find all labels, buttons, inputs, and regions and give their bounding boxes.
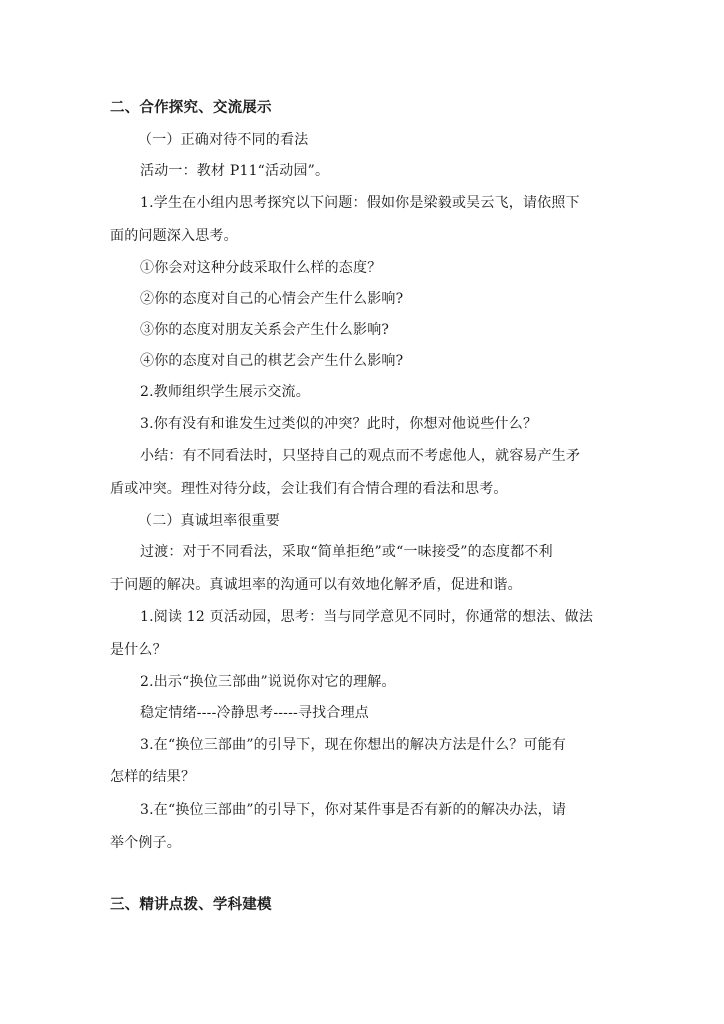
list-item: ③你的态度对朋友关系会产生什么影响? <box>140 322 390 338</box>
paragraph: 是什么？ <box>110 642 167 658</box>
paragraph: 3.你有没有和谁发生过类似的冲突？此时，你想对他说些什么？ <box>140 416 538 432</box>
paragraph: 怎样的结果？ <box>110 769 196 785</box>
paragraph: 3.在“换位三部曲”的引导下，现在你想出的解决方法是什么？可能有 <box>140 737 567 753</box>
paragraph: 小结：有不同看法时，只坚持自己的观点而不考虑他人，就容易产生矛 <box>140 448 581 464</box>
paragraph: 3.在“换位三部曲”的引导下，你对某件事是否有新的的解决办法，请 <box>140 802 567 818</box>
section-heading: 三、精讲点拨、学科建模 <box>110 897 272 913</box>
paragraph: 盾或冲突。理性对待分歧，会让我们有合情合理的看法和思考。 <box>110 481 508 497</box>
list-item: ②你的态度对自己的心情会产生什么影响? <box>140 291 404 307</box>
section-heading: 二、合作探究、交流展示 <box>110 100 272 116</box>
paragraph: 于问题的解决。真诚坦率的沟通可以有效地化解矛盾，促进和谐。 <box>110 577 522 593</box>
paragraph: 2.教师组织学生展示交流。 <box>140 384 310 400</box>
paragraph: 1.阅读 12 页活动园，思考：当与同学意见不同时，你通常的想法、做法 <box>140 609 594 625</box>
paragraph: 面的问题深入思考。 <box>110 228 238 244</box>
list-item: ①你会对这种分歧采取什么样的态度？ <box>140 260 382 276</box>
paragraph: 稳定情绪----冷静思考-----寻找合理点 <box>140 705 369 721</box>
paragraph: 2.出示“换位三部曲”说说你对它的理解。 <box>140 674 396 690</box>
paragraph: 过渡：对于不同看法，采取“简单拒绝”或“一味接受”的态度都不利 <box>140 544 553 560</box>
paragraph: 举个例子。 <box>110 835 181 851</box>
list-item: ④你的态度对自己的棋艺会产生什么影响? <box>140 353 404 369</box>
paragraph: 1.学生在小组内思考探究以下问题：假如你是梁毅或吴云飞，请依照下 <box>140 195 580 211</box>
subsection-heading: （一）正确对待不同的看法 <box>138 132 309 148</box>
paragraph: 活动一：教材 P11“活动园”。 <box>140 163 330 179</box>
subsection-heading: （二）真诚坦率很重要 <box>138 513 280 529</box>
